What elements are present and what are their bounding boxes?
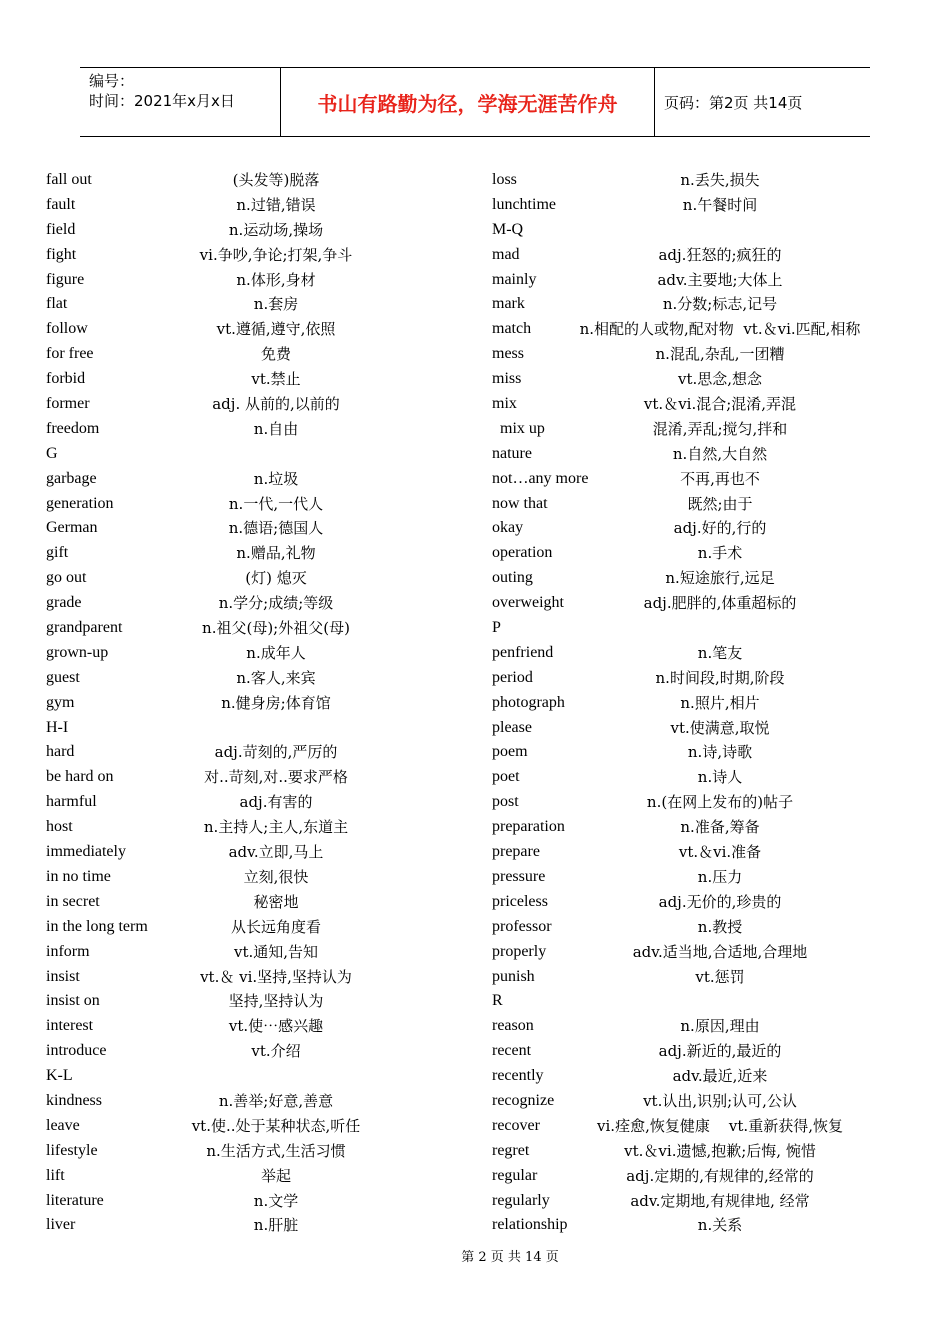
vocab-entry [492, 815, 882, 840]
vocab-definition: vt.禁止 [251, 370, 301, 389]
vocab-entry [492, 1064, 882, 1089]
vocab-word: recover [492, 1116, 540, 1134]
vocab-word: M-Q [492, 220, 524, 238]
vocab-definition: 秘密地 [253, 892, 299, 911]
vocab-entry [46, 1039, 466, 1064]
vocab-definition: n.学分;成绩;等级 [218, 594, 334, 613]
vocab-word: in secret [46, 892, 100, 910]
vocab-definition: n.体形,身材 [236, 270, 316, 289]
header-page-info: 页码：第2页 共14页 [664, 93, 803, 112]
vocab-word: in no time [46, 867, 111, 885]
vocab-entry [46, 865, 466, 890]
vocab-entry [46, 989, 466, 1014]
vocab-word: now that [492, 494, 548, 512]
vocab-word: fall out [46, 171, 92, 188]
vocab-word: recognize [492, 1091, 555, 1109]
vocab-word: mad [492, 245, 520, 263]
vocab-word: grown-up [46, 643, 109, 661]
vocab-word: poet [492, 768, 520, 786]
vocab-entry [492, 442, 882, 467]
vocab-definition: n.原因,理由 [680, 1017, 760, 1036]
vocab-word: okay [492, 519, 524, 537]
vocab-entry [46, 268, 466, 293]
header-number-label: 编号： [89, 72, 135, 90]
vocab-definition: vt.通知,告知 [233, 942, 319, 961]
vocab-entry [492, 218, 882, 243]
vocab-definition: vt.＆vi.准备 [678, 843, 762, 862]
vocab-definition: vi.痊愈,恢复健康 vt.重新获得,恢复 [597, 1116, 843, 1135]
vocab-word: operation [492, 544, 553, 562]
vocab-word: punish [492, 967, 535, 985]
vocab-entry [46, 691, 466, 716]
vocab-entry [492, 392, 882, 417]
vocab-definition: vt.惩罚 [695, 967, 745, 986]
vocab-entry [492, 516, 882, 541]
vocab-word: garbage [46, 469, 97, 487]
vocab-word: recent [492, 1042, 532, 1060]
vocab-word: G [46, 444, 58, 462]
vocab-word: relationship [492, 1216, 568, 1234]
vocab-word: properly [492, 942, 547, 960]
vocab-word: interest [46, 1017, 94, 1035]
vocab-entry [46, 840, 466, 865]
vocab-word: nature [492, 444, 532, 462]
vocab-definition: n.德语;德国人 [228, 519, 324, 538]
vocab-definition: adj.新近的,最近的 [658, 1042, 782, 1061]
vocab-entry [46, 317, 466, 342]
vocab-entry [492, 467, 882, 492]
vocab-definition: n.短途旅行,远足 [665, 569, 775, 588]
vocab-entry [492, 641, 882, 666]
vocab-definition: adv.立即,马上 [228, 843, 324, 862]
vocab-definition: adj.狂怒的;疯狂的 [658, 245, 782, 264]
vocab-entry [492, 666, 882, 691]
vocab-entry [492, 691, 882, 716]
vocab-entry [46, 1213, 466, 1238]
vocab-entry [492, 840, 882, 865]
vocab-entry [46, 1014, 466, 1039]
vocab-entry [492, 342, 882, 367]
vocab-word: regular [492, 1166, 538, 1184]
vocab-word: for free [46, 345, 94, 363]
vocab-definition: n.丢失,损失 [680, 171, 760, 189]
vocab-definition: n.自由 [253, 419, 299, 438]
vocab-entry [492, 367, 882, 392]
vocab-word: German [46, 519, 98, 537]
vocab-word: mix [492, 395, 517, 413]
vocab-entry [492, 1014, 882, 1039]
vocab-entry [46, 790, 466, 815]
vocab-entry [492, 790, 882, 815]
vocab-definition: adj.无价的,珍贵的 [658, 892, 782, 911]
vocab-word: pressure [492, 867, 546, 885]
vocab-entry [492, 193, 882, 218]
vocab-definition: n.赠品,礼物 [236, 544, 316, 563]
vocab-definition: n.压力 [697, 867, 743, 886]
vocab-definition: n.客人,来宾 [236, 668, 316, 687]
vocab-definition: n.午餐时间 [682, 195, 758, 214]
vocab-word: reason [492, 1017, 534, 1035]
vocab-definition: n.一代,一代人 [228, 494, 324, 513]
vocab-column-left [46, 168, 466, 1238]
vocab-word: leave [46, 1116, 80, 1134]
vocab-word: professor [492, 917, 552, 935]
vocab-entry [46, 516, 466, 541]
vocab-entry [46, 566, 466, 591]
vocab-word: lifestyle [46, 1141, 98, 1159]
vocab-definition: n.主持人;主人,东道主 [203, 818, 349, 837]
vocab-word: lunchtime [492, 195, 556, 213]
vocab-definition: n.套房 [253, 295, 299, 314]
vocab-word: regularly [492, 1191, 550, 1209]
vocab-definition: vt.认出,识别;认可,公认 [643, 1091, 797, 1110]
vocab-definition: n.分数;标志,记号 [662, 295, 778, 314]
vocab-definition: n.教授 [697, 917, 743, 936]
vocab-entry [46, 716, 466, 741]
vocab-word: freedom [46, 419, 100, 437]
vocab-definition: 举起 [260, 1166, 292, 1185]
vocab-word: not…any more [492, 469, 589, 487]
vocab-column-right [492, 168, 882, 1238]
vocab-definition: adv.最近,近来 [672, 1067, 768, 1086]
vocab-entry [46, 641, 466, 666]
vocab-definition: n.手术 [697, 544, 743, 563]
vocab-entry [492, 765, 882, 790]
vocab-definition: vt.使满意,取悦 [670, 718, 770, 737]
vocab-definition: (灯) 熄灭 [245, 569, 307, 588]
vocab-entry [46, 492, 466, 517]
vocab-entry [46, 342, 466, 367]
vocab-word: miss [492, 370, 522, 388]
vocab-entry [46, 940, 466, 965]
vocab-definition: 从长远角度看 [230, 917, 322, 936]
vocab-word: prepare [492, 843, 540, 861]
vocab-entry [492, 268, 882, 293]
vocab-word: insist [46, 967, 80, 985]
page-footer: 第 2 页 共 14 页 [461, 1250, 559, 1265]
vocab-word: flat [46, 295, 68, 313]
vocab-entry [492, 890, 882, 915]
vocab-word: fight [46, 245, 77, 263]
vocab-word: regret [492, 1141, 530, 1159]
vocab-entry [46, 740, 466, 765]
vocab-definition: adj.苛刻的,严厉的 [214, 743, 338, 762]
vocab-definition: vt.＆vi.遗憾,抱歉;后悔, 惋惜 [624, 1141, 816, 1160]
vocab-word: field [46, 220, 76, 238]
vocab-entry [46, 243, 466, 268]
vocab-word: mark [492, 295, 525, 313]
vocab-word: inform [46, 942, 90, 960]
vocab-entry [46, 1114, 466, 1139]
vocab-entry [492, 1114, 882, 1139]
vocab-entry [492, 541, 882, 566]
vocab-definition: 对..苛刻,对..要求严格 [204, 768, 348, 787]
vocab-word: generation [46, 494, 114, 512]
vocab-definition: vt.＆ vi.坚持,坚持认为 [200, 967, 352, 986]
vocab-word: lift [46, 1166, 65, 1184]
vocab-entry [46, 815, 466, 840]
vocab-definition: n.祖父(母);外祖父(母) [202, 619, 350, 638]
vocab-entry [46, 765, 466, 790]
vocab-definition: n.照片,相片 [680, 693, 760, 712]
vocab-word: insist on [46, 992, 100, 1010]
vocab-word: mess [492, 345, 524, 363]
vocab-entry [46, 442, 466, 467]
vocab-word: overweight [492, 594, 564, 612]
vocab-definition: n.过错,错误 [236, 195, 316, 214]
vocab-entry [492, 865, 882, 890]
vocab-definition: 坚持,坚持认为 [228, 992, 324, 1011]
vocab-entry [492, 740, 882, 765]
vocab-entry [46, 168, 466, 193]
vocab-word: go out [46, 569, 87, 587]
vocab-definition: n.关系 [697, 1216, 743, 1235]
vocab-entry [492, 566, 882, 591]
vocab-definition: n.文学 [253, 1191, 299, 1210]
vocab-definition: (头发等)脱落 [232, 171, 320, 189]
vocab-entry [492, 1039, 882, 1064]
vocab-word: please [492, 718, 532, 736]
vocab-word: gym [46, 693, 75, 711]
vocab-definition: n.相配的人或物,配对物 vt.＆vi.匹配,相称 [579, 320, 861, 339]
vocab-definition: n.自然,大自然 [672, 444, 768, 463]
vocab-entry [492, 317, 882, 342]
vocab-definition: adv.定期地,有规律地, 经常 [630, 1191, 810, 1210]
vocab-word: host [46, 818, 73, 836]
page-header [80, 67, 870, 137]
vocab-word: follow [46, 320, 88, 338]
vocab-entry [492, 1164, 882, 1189]
vocab-word: guest [46, 668, 80, 686]
vocab-word: figure [46, 270, 85, 288]
vocab-entry [492, 965, 882, 990]
vocab-word: immediately [46, 843, 126, 861]
vocab-entry [46, 1164, 466, 1189]
vocab-definition: n.诗人 [697, 768, 743, 787]
vocab-entry [492, 616, 882, 641]
vocab-entry [492, 492, 882, 517]
vocab-definition: vt.介绍 [251, 1042, 301, 1061]
vocab-definition: vt.＆vi.混合;混淆,弄混 [643, 395, 797, 414]
vocab-entry [46, 1189, 466, 1214]
header-meta [80, 68, 281, 136]
vocab-entry [492, 292, 882, 317]
vocab-definition: n.诗,诗歌 [687, 743, 753, 762]
vocab-entry [492, 940, 882, 965]
vocab-word: R [492, 992, 503, 1010]
vocab-definition: 既然;由于 [687, 494, 753, 513]
vocab-word: penfriend [492, 643, 554, 661]
vocab-definition: n.运动场,操场 [228, 220, 324, 239]
vocab-word: fault [46, 195, 76, 213]
vocab-word: mix up [492, 419, 545, 437]
vocab-entry [46, 292, 466, 317]
vocab-entry [492, 989, 882, 1014]
vocab-definition: vt.使⋯感兴趣 [228, 1017, 324, 1036]
vocab-definition: n.肝脏 [253, 1216, 299, 1235]
vocab-word: in the long term [46, 917, 148, 935]
vocab-entry [46, 591, 466, 616]
vocab-word: loss [492, 171, 517, 188]
vocab-definition: adj.好的,行的 [673, 519, 767, 538]
vocab-word: H-I [46, 718, 69, 736]
vocab-entry [46, 193, 466, 218]
vocab-entry [46, 392, 466, 417]
vocab-definition: 立刻,很快 [243, 867, 309, 886]
vocab-word: post [492, 793, 519, 811]
vocab-word: outing [492, 569, 533, 587]
vocab-word: priceless [492, 892, 548, 910]
vocab-definition: vt.使..处于某种状态,听任 [191, 1116, 361, 1135]
vocab-definition: 免费 [260, 345, 292, 364]
vocab-definition: vt.思念,想念 [677, 370, 763, 389]
vocab-definition: n.健身房;体育馆 [221, 693, 331, 712]
vocab-definition: n.笔友 [697, 643, 743, 662]
vocab-word: poem [492, 743, 528, 761]
vocab-word: introduce [46, 1042, 107, 1060]
vocab-word: harmful [46, 793, 97, 811]
vocab-word: preparation [492, 818, 565, 836]
vocab-definition: vi.争吵,争论;打架,争斗 [199, 245, 353, 264]
vocab-definition: n.垃圾 [253, 469, 299, 488]
vocab-entry [492, 1189, 882, 1214]
vocab-entry [492, 1213, 882, 1238]
vocab-entry [492, 716, 882, 741]
vocab-word: former [46, 395, 90, 413]
vocab-definition: adj.肥胖的,体重超标的 [643, 594, 797, 613]
vocab-word: be hard on [46, 768, 114, 786]
vocab-word: forbid [46, 370, 86, 388]
vocab-entry [492, 168, 882, 193]
vocab-word: period [492, 668, 533, 686]
vocab-definition: n.善举;好意,善意 [218, 1091, 334, 1110]
vocab-word: hard [46, 743, 75, 761]
vocab-entry [46, 1089, 466, 1114]
vocab-word: literature [46, 1191, 104, 1209]
vocab-entry [492, 915, 882, 940]
vocab-word: K-L [46, 1067, 73, 1085]
vocab-definition: 不再,再也不 [680, 469, 760, 488]
vocab-definition: vt.遵循,遵守,依照 [216, 320, 336, 339]
header-time-label: 时间：2021年x月x日 [89, 92, 235, 110]
vocab-word: grandparent [46, 619, 123, 637]
vocab-definition: adj.定期的,有规律的,经常的 [626, 1166, 814, 1185]
vocab-definition: adj. 从前的,以前的 [212, 395, 340, 414]
header-motto: 书山有路勤为径，学海无涯苦作舟 [281, 68, 655, 136]
vocab-definition: n.生活方式,生活习惯 [206, 1141, 346, 1160]
vocab-entry [492, 1139, 882, 1164]
vocab-entry [46, 367, 466, 392]
vocab-word: match [492, 320, 532, 338]
vocab-word: liver [46, 1216, 76, 1234]
vocab-word: kindness [46, 1091, 102, 1109]
vocab-entry [492, 243, 882, 268]
vocab-definition: adj.有害的 [239, 793, 313, 812]
vocab-entry [492, 591, 882, 616]
vocab-definition: adv.主要地;大体上 [657, 270, 783, 289]
vocab-definition: n.时间段,时期,阶段 [655, 668, 785, 687]
vocab-word: P [492, 619, 501, 637]
vocab-entry [46, 965, 466, 990]
vocab-definition: n.(在网上发布的)帖子 [646, 793, 794, 812]
vocab-entry [46, 417, 466, 442]
vocab-entry [46, 218, 466, 243]
vocab-entry [46, 467, 466, 492]
vocab-entry [46, 541, 466, 566]
vocab-word: gift [46, 544, 69, 562]
vocab-word: grade [46, 594, 82, 612]
vocab-entry [492, 417, 882, 442]
vocab-definition: 混淆,弄乱;搅匀,拌和 [652, 419, 788, 438]
vocab-entry [46, 616, 466, 641]
vocab-definition: n.准备,筹备 [680, 818, 760, 837]
vocab-word: mainly [492, 270, 537, 288]
vocab-definition: n.混乱,杂乱,一团糟 [655, 345, 785, 364]
vocab-word: photograph [492, 693, 565, 711]
vocab-definition: adv.适当地,合适地,合理地 [632, 942, 808, 961]
vocab-entry [46, 915, 466, 940]
vocab-entry [46, 1139, 466, 1164]
vocab-definition: n.成年人 [246, 643, 306, 662]
vocab-word: recently [492, 1067, 544, 1085]
vocab-entry [46, 890, 466, 915]
vocab-entry [492, 1089, 882, 1114]
vocab-entry [46, 1064, 466, 1089]
vocab-entry [46, 666, 466, 691]
